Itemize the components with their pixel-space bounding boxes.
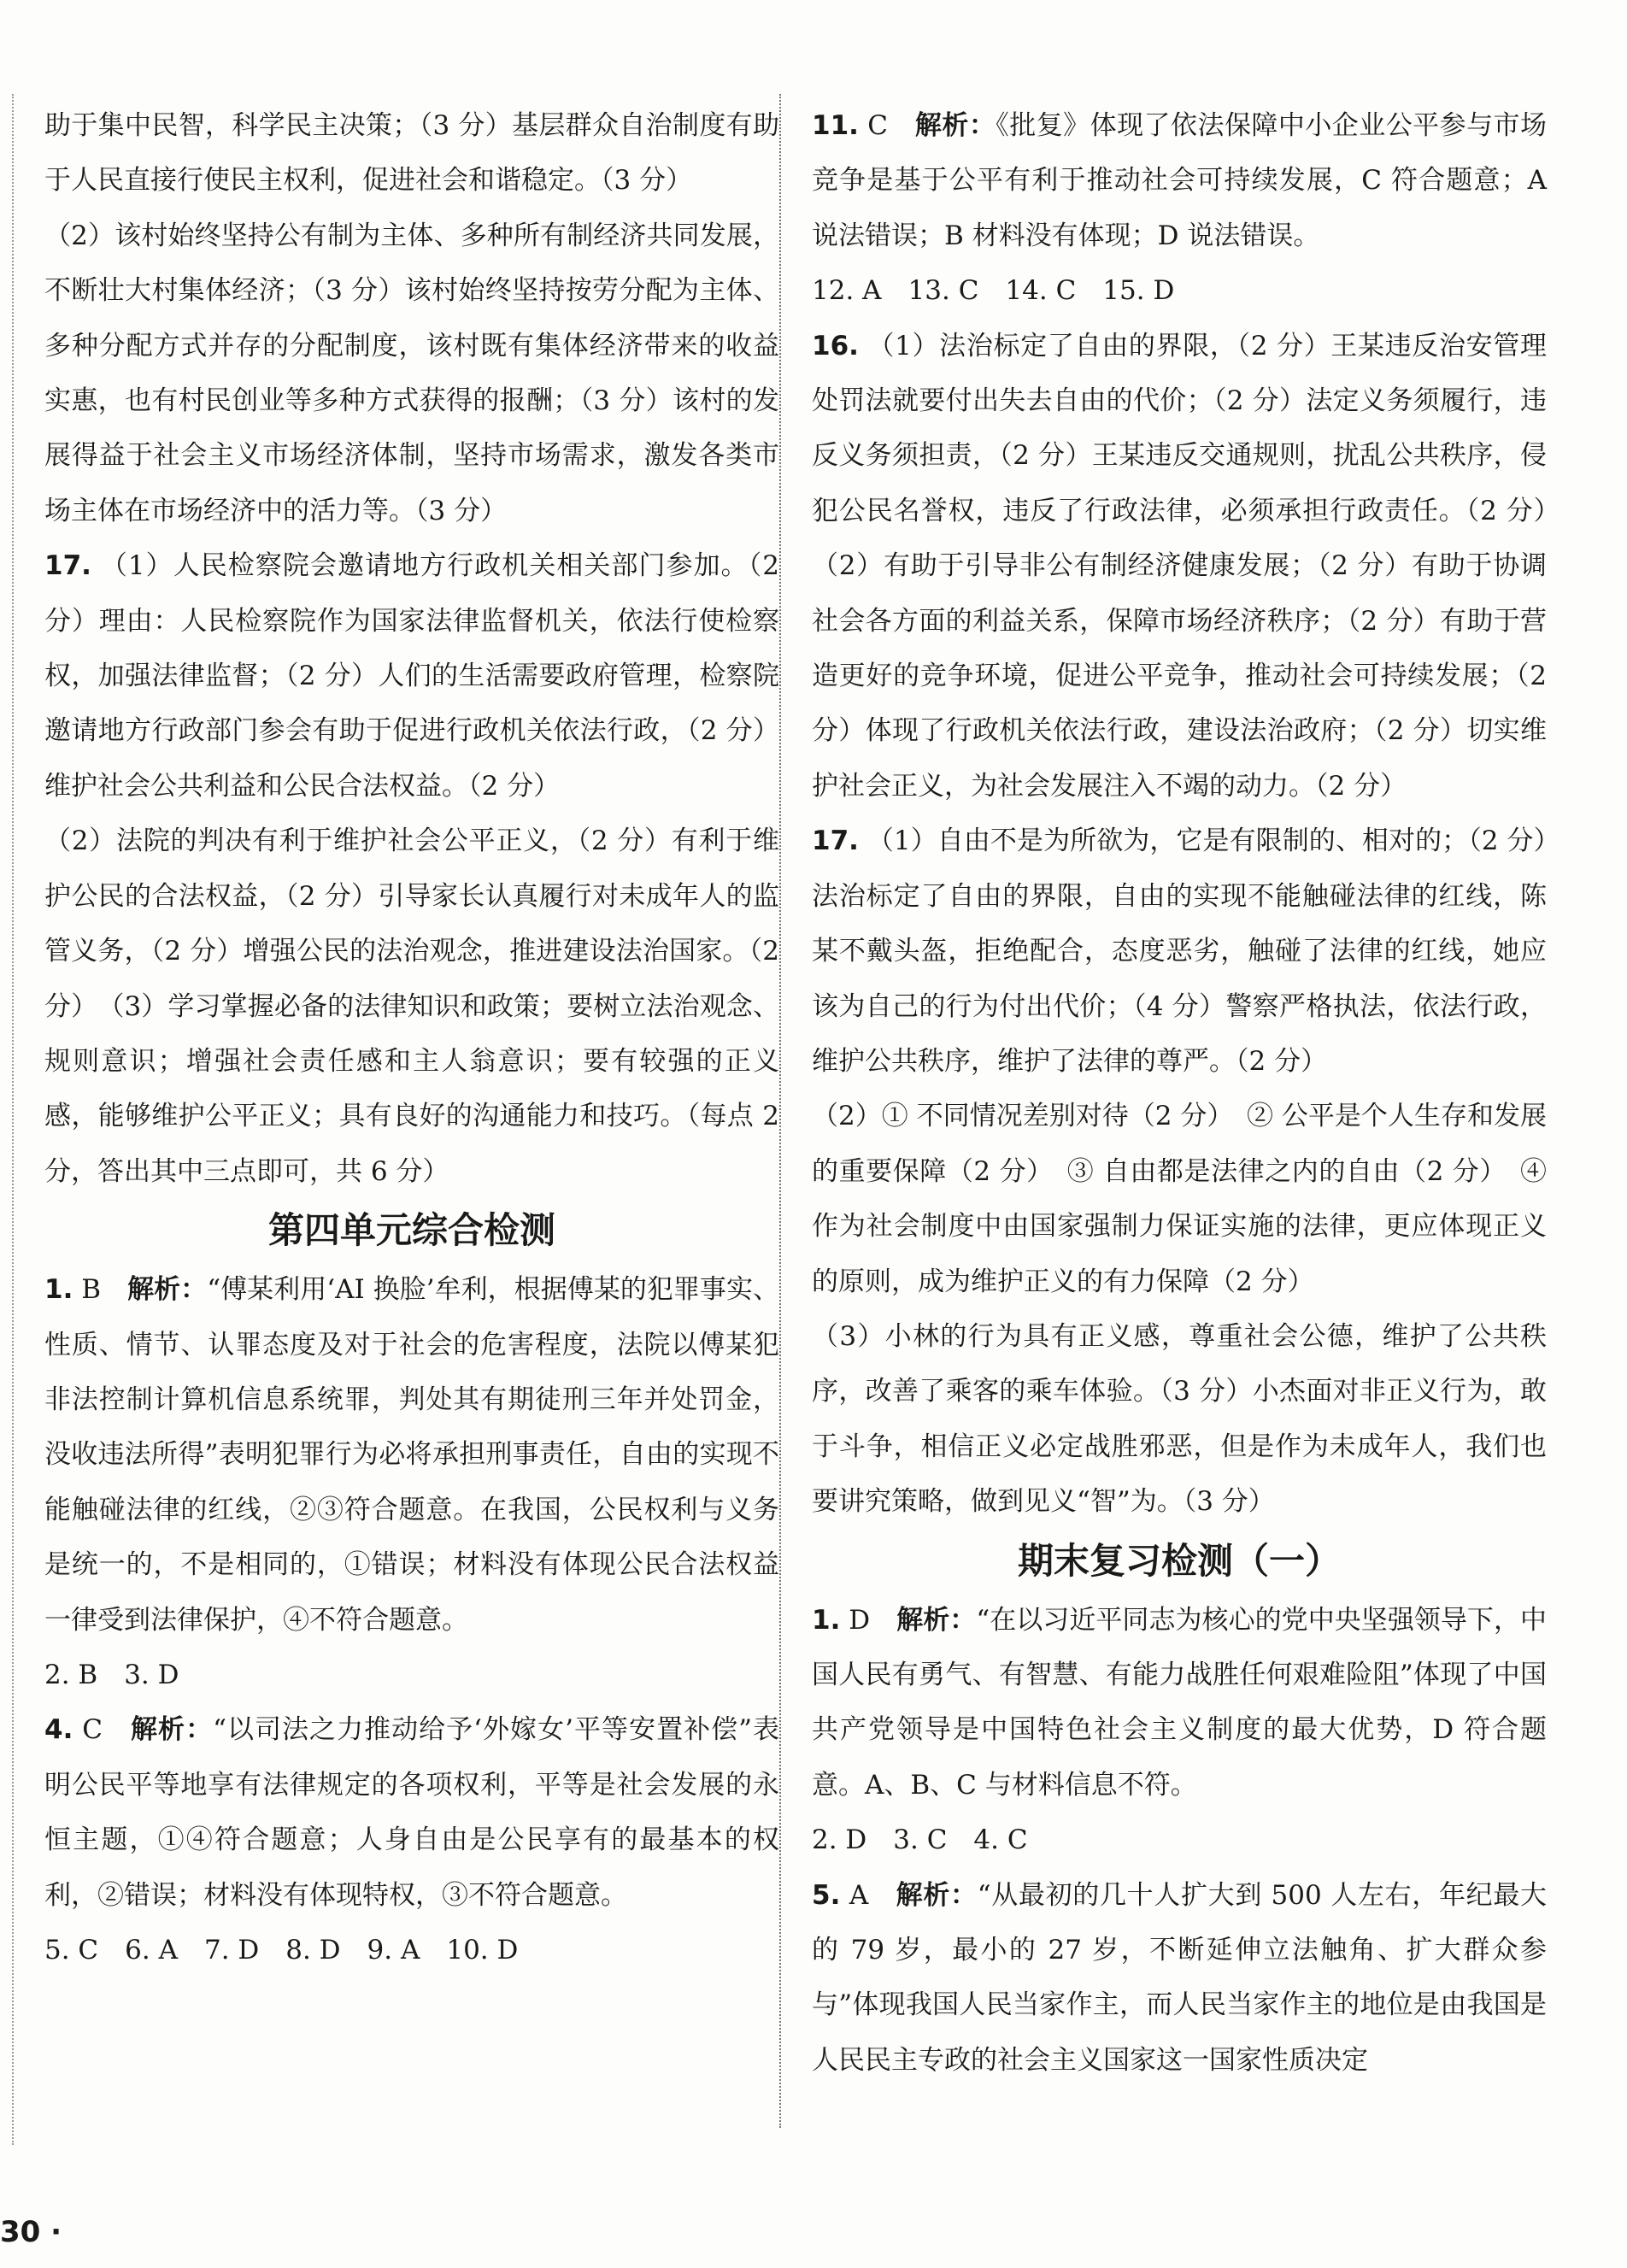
paragraph-text: （1）人民检察院会邀请地方行政机关相关部门参加。（2 分）理由：人民检察院作为国家法律监督机关，依法行使检察权，加强法律监督；（2 分）人们的生活需要政府管理，检察院邀请地方行政部门参会有助于促进行政机关依法行政，（2 分）维护社会公共利益和公民合法权益。（2 分） xyxy=(44,550,779,802)
paragraph-text: （2）① 不同情况差别对待（2 分） ② 公平是个人生存和发展的重要保障（2 分） ③ 自由都是法律之内的自由（2 分） ④ 作为社会制度中由国家强制力保证实施的法律，更应体现正义的原则，成为维护正义的有力保障（2 分） xyxy=(812,1101,1547,1297)
analysis-label: 解析： xyxy=(131,1714,214,1746)
answer-paragraph xyxy=(44,538,779,814)
answer-paragraph xyxy=(812,1089,1547,1309)
question-number: 11. xyxy=(812,110,859,141)
answer-paragraph xyxy=(44,1702,779,1923)
paragraph-text: （2）法院的判决有利于维护社会公平正义，（2 分）有利于维护公民的合法权益，（2 分）引导家长认真履行对未成年人的监管义务，（2 分）增强公民的法治观念，推进建设法治国家。（2 分） （3）学习掌握必备的法律知识和政策；要树立法治观念、规则意识；增强社会责任感和主人翁意识；要有较强的正义感，能够维护公平正义；具有良好的沟通能力和技巧。（每点 2 分，答出其中三点即可，共 6 分） xyxy=(44,826,779,1187)
right-column xyxy=(812,98,1573,2088)
paragraph-text: 2. B 3. D xyxy=(44,1659,179,1690)
answer-letter: A xyxy=(849,1879,869,1911)
answer-letter: C xyxy=(82,1714,103,1746)
question-number: 1. xyxy=(812,1604,841,1636)
section-heading: 期末复习检测（一） xyxy=(1017,1539,1341,1582)
answer-paragraph xyxy=(812,263,1547,318)
paragraph-text: “傅某利用‘AI 换脸’牟利，根据傅某的犯罪事实、性质、情节、认罪态度及对于社会的危害程度，法院以傅某犯非法控制计算机信息系统罪，判处其有期徒刑三年并处罚金，没收违法所得”表明犯罪行为必将承担刑事责任，自由的实现不能触碰法律的红线，②③符合题意。在我国，公民权利与义务是统一的，不是相同的，①错误；材料没有体现公民合法权益一律受到法律保护，④不符合题意。 xyxy=(44,1274,780,1636)
answer-paragraph xyxy=(812,814,1547,1089)
answer-paragraph xyxy=(812,319,1573,814)
paragraph-text: 助于集中民智，科学民主决策；（3 分）基层群众自治制度有助于人民直接行使民主权利，促进社会和谐稳定。（3 分） xyxy=(44,110,779,197)
question-number: 1. xyxy=(44,1274,73,1306)
answer-paragraph xyxy=(812,1309,1547,1530)
answer-letter: D xyxy=(849,1604,871,1636)
column-divider xyxy=(779,94,781,2128)
paragraph-text: 12. A 13. C 14. C 15. D xyxy=(812,275,1175,307)
answer-paragraph xyxy=(44,98,779,209)
question-number: 5. xyxy=(812,1879,841,1911)
analysis-label: 解析： xyxy=(127,1274,208,1306)
analysis-label: 解析： xyxy=(914,110,996,141)
paragraph-text: （2）该村始终坚持公有制为主体、多种所有制经济共同发展，不断壮大村集体经济；（3 分）该村始终坚持按劳分配为主体、多种分配方式并存的分配制度，该村既有集体经济带来的收益实惠，也有村民创业等多种方式获得的报酬；（3 分）该村的发展得益于社会主义市场经济体制，坚持市场需求，激发各类市场主体在市场经济中的活力等。（3 分） xyxy=(44,220,779,526)
paragraph-text: （1）法治标定了自由的界限，（2 分）王某违反治安管理处罚法就要付出失去自由的代价；（2 分）法定义务须履行，违反义务须担责，（2 分）王某违反交通规则，扰乱公共秩序，侵犯公民名誉权，违反了行政法律，必须承担行政责任。（2 分） （2）有助于引导非公有制经济健康发展；（2 分）有助于协调社会各方面的利益关系，保障市场经济秩序；（2 分）有助于营造更好的竞争环境，促进公平竞争，推动社会可持续发展；（2 分）体现了行政机关依法行政，建设法治政府；（2 分）切实维护社会正义，为社会发展注入不竭的动力。（2 分） xyxy=(812,330,1573,802)
paragraph-text: 5. C 6. A 7. D 8. D 9. A 10. D xyxy=(44,1935,519,1965)
left-column xyxy=(44,98,779,1977)
answer-paragraph xyxy=(44,209,779,538)
section-heading: 第四单元综合检测 xyxy=(267,1209,555,1252)
question-number: 16. xyxy=(812,330,859,361)
answer-paragraph xyxy=(812,1868,1547,2089)
answer-letter: C xyxy=(867,110,888,141)
analysis-label: 解析： xyxy=(896,1604,977,1636)
analysis-label: 解析： xyxy=(896,1879,978,1911)
answer-paragraph xyxy=(812,1813,1547,1867)
answer-paragraph xyxy=(812,1593,1547,1813)
margin-rule xyxy=(12,94,14,2145)
answer-paragraph xyxy=(44,1648,779,1702)
paragraph-text: “在以习近平同志为核心的党中央坚强领导下，中国人民有勇气、有智慧、有能力战胜任何艰难险阻”体现了中国共产党领导是中国特色社会主义制度的最大优势，D 符合题意。A、B、C 与材料信息不符。 xyxy=(812,1604,1548,1801)
question-number: 17. xyxy=(812,826,859,857)
answer-paragraph xyxy=(44,814,779,1199)
answer-paragraph xyxy=(44,1923,779,1977)
paragraph-text: 《批复》体现了依法保障中小企业公平参与市场竞争是基于公平有利于推动社会可持续发展，C 符合题意；A 说法错误；B 材料没有体现；D 说法错误。 xyxy=(812,110,1548,251)
question-number: 17. xyxy=(44,550,91,582)
paragraph-text: （1）自由不是为所欲为，它是有限制的、相对的；（2 分）法治标定了自由的界限，自由的实现不能触碰法律的红线，陈某不戴头盔，拒绝配合，态度恶劣，触碰了法律的红线，她应该为自己的行为付出代价；（4 分）警察严格执法，依法行政，维护公共秩序，维护了法律的尊严。（2 分） xyxy=(812,826,1547,1077)
paragraph-text: （3）小林的行为具有正义感，尊重社会公德，维护了公共秩序，改善了乘客的乘车体验。（3 分）小杰面对非正义行为，敢于斗争，相信正义必定战胜邪恶，但是作为未成年人，我们也要讲究策略，做到见义“智”为。（3 分） xyxy=(812,1320,1547,1518)
page-number: 30 · xyxy=(0,2215,62,2249)
paragraph-text: “从最初的几十人扩大到 500 人左右，年纪最大的 79 岁，最小的 27 岁，不断延伸立法触角、扩大群众参与”体现我国人民当家作主，而人民当家作主的地位是由我国是人民民主专政的社会主义国家这一国家性质决定 xyxy=(812,1879,1548,2076)
answer-letter: B xyxy=(81,1274,102,1306)
paragraph-text: 2. D 3. C 4. C xyxy=(812,1824,1028,1856)
paragraph-text: “以司法之力推动给予‘外嫁女’平等安置补偿”表明公民平等地享有法律规定的各项权利，平等是社会发展的永恒主题，①④符合题意；人身自由是公民享有的最基本的权利，②错误；材料没有体现特权，③不符合题意。 xyxy=(44,1714,780,1911)
answer-paragraph xyxy=(812,98,1547,263)
question-number: 4. xyxy=(44,1714,73,1746)
answer-paragraph xyxy=(44,1262,779,1648)
